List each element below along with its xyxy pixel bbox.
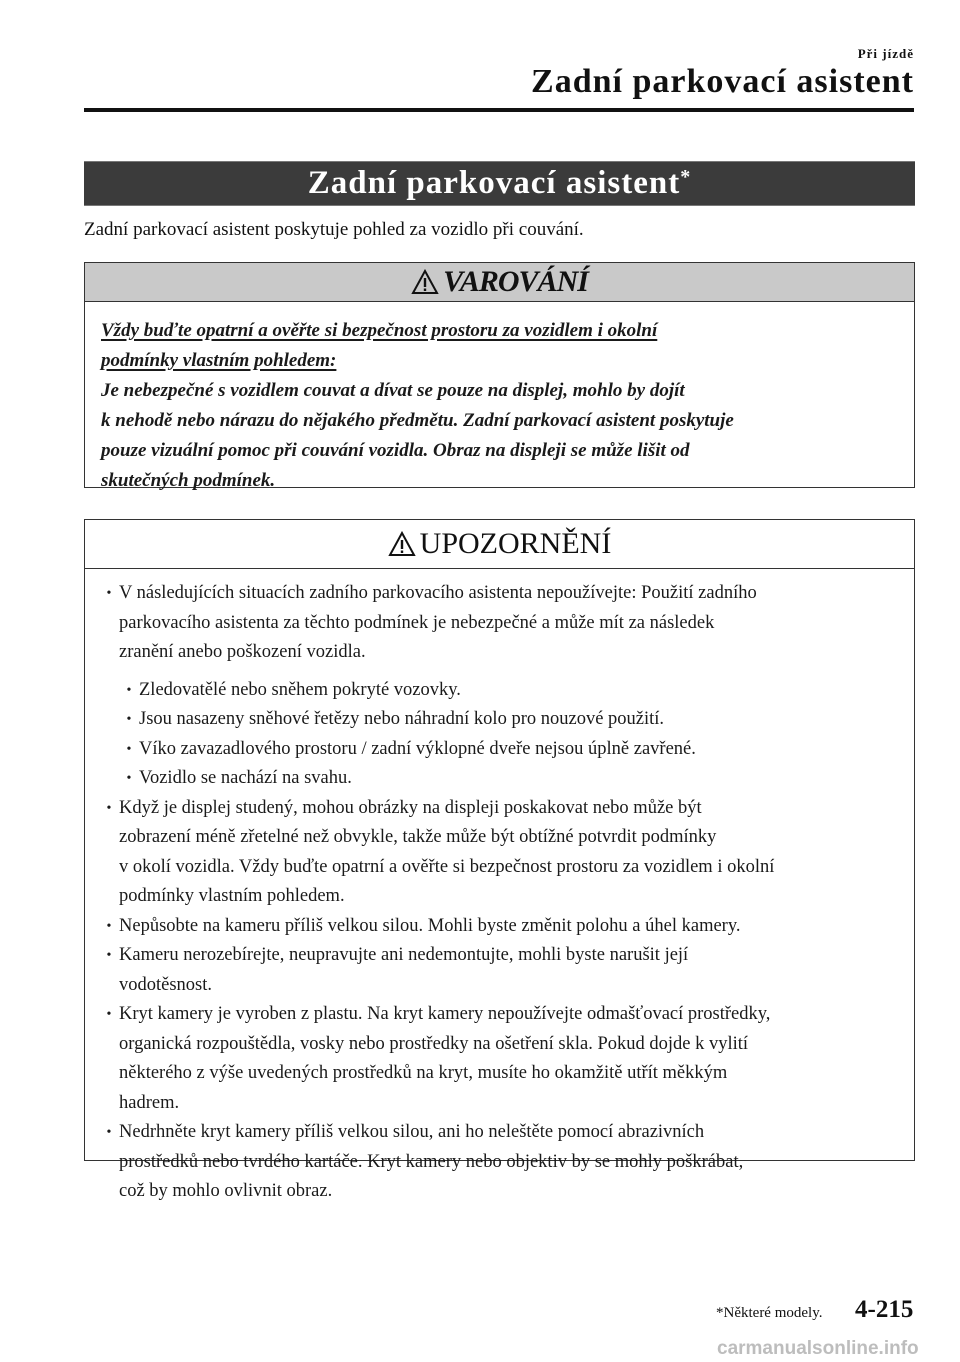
- item-line: parkovacího asistenta za těchto podmínek je nebezpečné a může mít za následek: [119, 612, 715, 633]
- list-item: [99, 1000, 902, 1118]
- warning-label: VAROVÁNÍ: [443, 265, 588, 298]
- caution-list: [85, 569, 914, 1207]
- warning-header: [85, 263, 914, 302]
- running-header-title: Zadní parkovací asistent: [531, 63, 914, 100]
- sub-list-item: [99, 705, 902, 735]
- list-item: [99, 941, 902, 1000]
- warning-line: podmínky vlastním pohledem:: [101, 350, 337, 371]
- item-line: zobrazení méně zřetelné než obvykle, takže může být obtížné potvrdit podmínky: [119, 827, 717, 847]
- list-item: [99, 912, 902, 942]
- item-line: vodotěsnost.: [119, 974, 213, 995]
- item-line: Nedrhněte kryt kamery příliš velkou silou, ani ho neleštěte pomocí abrazivních: [119, 1122, 705, 1142]
- warning-triangle-icon: [411, 269, 439, 295]
- warning-line: skutečných podmínek.: [101, 470, 276, 491]
- bullet: •: [126, 712, 132, 727]
- item-line: Víko zavazadlového prostoru / zadní výklopné dveře nejsou úplně zavřené.: [139, 738, 696, 759]
- item-line: Nepůsobte na kameru příliš velkou silou. Mohli byste změnit polohu a úhel kamery.: [119, 915, 741, 936]
- bullet: •: [106, 1125, 112, 1140]
- caution-label: UPOZORNĚNÍ: [419, 527, 612, 560]
- warning-triangle-icon: [388, 531, 416, 557]
- warning-line: Je nebezpečné s vozidlem couvat a dívat se pouze na displej, mohlo by dojít: [101, 380, 685, 401]
- section-title-bar: [84, 161, 915, 206]
- item-line: v okolí vozidla. Vždy buďte opatrní a ověřte si bezpečnost prostoru za vozidlem i okolní: [119, 856, 775, 877]
- item-line: Kryt kamery je vyroben z plastu. Na kryt kamery nepoužívejte odmašťovací prostředky,: [119, 1004, 771, 1024]
- item-line: podmínky vlastním pohledem.: [119, 886, 345, 906]
- item-line: V následujících situacích zadního parkovacího asistenta nepoužívejte: Použití zadního: [119, 583, 757, 603]
- sub-list-item: [99, 764, 902, 794]
- item-line: některého z výše uvedených prostředků na kryt, musíte ho okamžitě utřít měkkým: [119, 1063, 728, 1083]
- sub-list-item: [99, 735, 902, 765]
- bullet: •: [106, 586, 112, 601]
- sub-list-item: [99, 676, 902, 706]
- item-line: Zledovatělé nebo sněhem pokryté vozovky.: [139, 679, 461, 700]
- item-line: Jsou nasazeny sněhové řetězy nebo náhradní kolo pro nouzové použití.: [139, 709, 665, 729]
- warning-text: [85, 302, 914, 496]
- watermark-link[interactable]: carmanualsonline.info: [717, 1338, 919, 1359]
- running-header-section: Při jízdě: [857, 46, 914, 61]
- item-line: organická rozpouštědla, vosky nebo prostředky na ošetření skla. Pokud dojde k vylití: [119, 1033, 749, 1054]
- warning-line: k nehodě nebo nárazu do nějakého předmětu. Zadní parkovací asistent poskytuje: [101, 410, 734, 431]
- bullet: •: [126, 771, 132, 786]
- section-title: Zadní parkovací asistent: [307, 165, 681, 201]
- warning-line: Vždy buďte opatrní a ověřte si bezpečnost prostoru za vozidlem i okolní: [101, 320, 658, 341]
- bullet: •: [106, 918, 112, 934]
- item-line: prostředků nebo tvrdého kartáče. Kryt kamery nebo objektiv by se mohly poškrábat,: [119, 1151, 744, 1172]
- bullet: •: [106, 1007, 112, 1022]
- caution-box: [84, 519, 915, 1201]
- item-line: což by mohlo ovlivnit obraz.: [119, 1181, 333, 1201]
- warning-box: [84, 262, 915, 491]
- item-line: zranění anebo poškození vozidla.: [119, 642, 366, 662]
- title-footnote-mark: *: [680, 166, 692, 188]
- list-item: [99, 579, 902, 668]
- footnote: *Některé modely.: [716, 1305, 823, 1321]
- warning-line: pouze vizuální pomoc při couvání vozidla. Obraz na displeji se může lišit od: [101, 440, 690, 461]
- caution-header: [85, 520, 914, 569]
- item-line: Když je displej studený, mohou obrázky na displeji poskakovat nebo může být: [119, 797, 702, 818]
- item-line: Vozidlo se nachází na svahu.: [139, 768, 352, 788]
- list-item: [99, 794, 902, 912]
- bullet: •: [126, 682, 132, 698]
- header-divider: [84, 108, 914, 112]
- page-number: 4-215: [855, 1296, 914, 1323]
- list-item: [99, 1118, 902, 1207]
- item-line: Kameru nerozebírejte, neupravujte ani nedemontujte, mohli byste narušit její: [119, 945, 689, 965]
- bullet: •: [126, 741, 132, 757]
- bullet: •: [106, 948, 112, 963]
- item-line: hadrem.: [119, 1092, 180, 1113]
- intro-paragraph: Zadní parkovací asistent poskytuje pohled za vozidlo při couvání.: [84, 219, 584, 240]
- bullet: •: [106, 800, 112, 816]
